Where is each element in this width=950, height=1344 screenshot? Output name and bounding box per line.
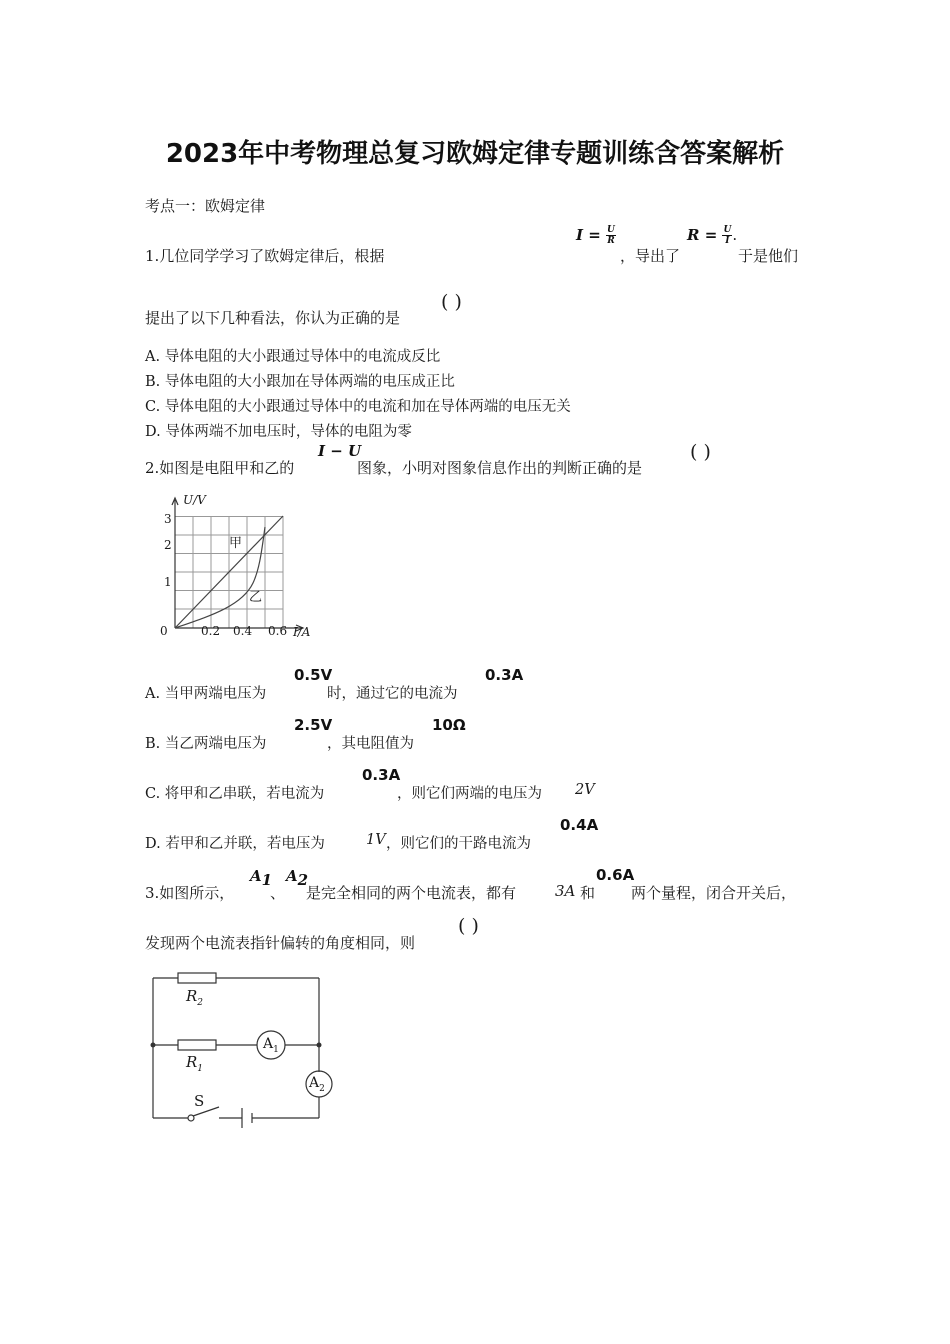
q2-option-a-text2: 时，通过它的电流为 [327, 686, 458, 702]
q2-option-a-math2: 0.3A [485, 666, 524, 684]
q2-option-b-text2: ，其电阻值为 [327, 736, 414, 752]
resistor-r1 [178, 1040, 216, 1050]
q1-option-d: D. 导体两端不加电压时，导体的电阻为零 [145, 424, 412, 440]
q1-formula-2: R = $\frac{U}{I}$ . [687, 225, 738, 246]
resistor-r2 [178, 973, 216, 983]
q3-answer-paren: ( ) [458, 915, 479, 937]
q1-text-c: 于是他们 [738, 247, 799, 265]
q2-answer-paren: ( ) [690, 441, 711, 463]
q3-text-c: 和 [580, 884, 596, 902]
section-heading: 考点一：欧姆定律 [145, 197, 266, 215]
q2-option-b-math1: 2.5V [294, 716, 333, 734]
q2-option-c-math2: 2V [575, 782, 595, 798]
q3-separator: 、 [270, 884, 286, 902]
q2-option-d-text1: D. 若甲和乙并联，若电压为 [145, 836, 325, 852]
label-a1: $A_1$ [263, 1036, 279, 1055]
q2-option-c-text1: C. 将甲和乙串联，若电流为 [145, 786, 325, 802]
q2-option-d-math2: 0.4A [560, 816, 599, 834]
q2-text-a: 2.如图是电阻甲和乙的 [145, 459, 295, 477]
q3-meter-a2: $A_2$ [286, 867, 309, 890]
graph-x-tick-2: 0.4 [233, 624, 253, 638]
q1-option-c: C. 导体电阻的大小跟通过导体中的电流和加在导体两端的电压无关 [145, 399, 571, 415]
q1-option-a: A. 导体电阻的大小跟通过导体中的电流成反比 [145, 349, 441, 365]
junction-left [151, 1043, 156, 1048]
iu-graph [150, 488, 325, 646]
label-r1: $R_1$ [186, 1053, 204, 1074]
q3-range-1: 3A [555, 882, 576, 900]
q2-option-c-text2: ，则它们两端的电压为 [397, 786, 542, 802]
graph-x-tick-1: 0.2 [201, 624, 221, 638]
q1-text-a: 1.几位同学学习了欧姆定律后，根据 [145, 247, 385, 265]
graph-label-jia: 甲 [229, 536, 243, 551]
q3-range-2: 0.6A [596, 866, 635, 884]
circuit-diagram [145, 968, 345, 1128]
graph-y-tick-3: 3 [164, 512, 172, 526]
graph-label-yi: 乙 [249, 590, 263, 605]
q2-formula: I − U [318, 442, 362, 460]
q2-option-b-math2: 10Ω [432, 716, 466, 734]
page-title: 2023年中考物理总复习欧姆定律专题训练含答案解析 [165, 139, 785, 169]
q2-option-a-text1: A. 当甲两端电压为 [145, 686, 267, 702]
label-r2: $R_2$ [186, 987, 204, 1008]
graph-origin: 0 [160, 624, 168, 638]
q3-text-e: 发现两个电流表指针偏转的角度相同，则 [145, 934, 416, 952]
q3-meter-a1: $A_1$ [250, 867, 273, 890]
q3-text-b: 是完全相同的两个电流表，都有 [306, 884, 517, 902]
q1-text-d: 提出了以下几种看法，你认为正确的是 [145, 309, 401, 327]
graph-y-tick-1: 1 [164, 575, 172, 589]
graph-y-label: U/V [183, 493, 206, 507]
graph-x-tick-3: 0.6 [268, 624, 288, 638]
q2-option-d-math1: 1V [366, 832, 386, 848]
q2-option-b-text1: B. 当乙两端电压为 [145, 736, 267, 752]
curve-yi [175, 527, 265, 628]
q1-answer-paren: ( ) [441, 291, 462, 313]
graph-x-label: I/A [293, 625, 311, 639]
junction-right [317, 1043, 322, 1048]
q1-formula-1: I = $\frac{U}{R}$ [576, 225, 615, 246]
q2-option-c-math1: 0.3A [362, 766, 401, 784]
label-switch: S [194, 1092, 205, 1110]
q2-text-b: 图象，小明对图象信息作出的判断正确的是 [357, 459, 643, 477]
q3-text-a: 3.如图所示， [145, 884, 235, 902]
q2-option-d-text2: ，则它们的干路电流为 [386, 836, 531, 852]
q1-text-b: ，导出了 [620, 247, 681, 265]
q2-option-a-math1: 0.5V [294, 666, 333, 684]
graph-y-tick-2: 2 [164, 538, 172, 552]
q1-option-b: B. 导体电阻的大小跟加在导体两端的电压成正比 [145, 374, 455, 390]
label-a2: $A_2$ [309, 1075, 325, 1094]
q3-text-d: 两个量程，闭合开关后， [631, 884, 797, 902]
